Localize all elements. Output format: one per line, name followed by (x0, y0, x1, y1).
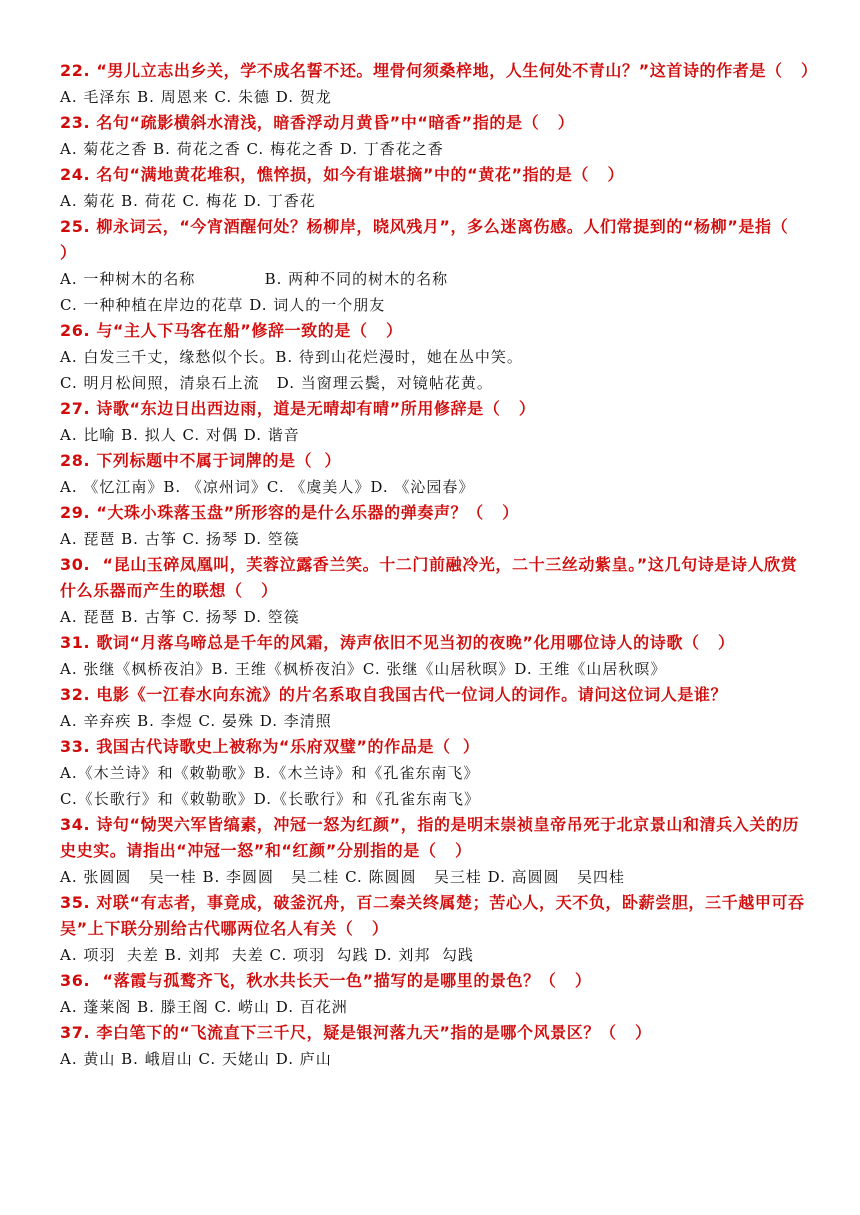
question-text: 28. 下列标题中不属于词牌的是（ ） (60, 451, 342, 470)
question-text: 36. “落霞与孤鹜齐飞，秋水共长天一色”描写的是哪里的景色？（ ） (60, 971, 592, 990)
answer-options-line: A. 蓬莱阁 B. 滕王阁 C. 崂山 D. 百花洲 (60, 998, 348, 1016)
question-text: 31. 歌词“月落乌啼总是千年的风霜，涛声依旧不见当初的夜晚”化用哪位诗人的诗歌（ ） (60, 633, 735, 652)
question-text: 25. 柳永词云，“今宵酒醒何处？杨柳岸，晓风残月”，多么迷离伤感。人们常提到的“杨柳”是指（ ） (60, 217, 807, 262)
answer-options-line: A. 琵琶 B. 古筝 C. 扬琴 D. 箜篌 (60, 608, 300, 626)
answer-options-line: C. 一种种植在岸边的花草 D. 词人的一个朋友 (60, 296, 386, 314)
answer-options-line: A. 项羽 夫差 B. 刘邦 夫差 C. 项羽 勾践 D. 刘邦 勾践 (60, 946, 474, 964)
answer-options-line: A. 白发三千丈，缘愁似个长。B. 待到山花烂漫时，她在丛中笑。 (60, 348, 523, 366)
question-text: 27. 诗歌“东边日出西边雨，道是无晴却有晴”所用修辞是（ ） (60, 399, 536, 418)
answer-options-line: A. 菊花 B. 荷花 C. 梅花 D. 丁香花 (60, 192, 316, 210)
question-text: 23. 名句“疏影横斜水清浅，暗香浮动月黄昏”中“暗香”指的是（ ） (60, 113, 575, 132)
answer-options-line: A. 张继《枫桥夜泊》B. 王维《枫桥夜泊》C. 张继《山居秋暝》D. 王维《山居秋暝》 (60, 660, 667, 678)
answer-options-line: A. 毛泽东 B. 周恩来 C. 朱德 D. 贺龙 (60, 88, 332, 106)
answer-options-line: A. 张圆圆 吴一桂 B. 李圆圆 吴二桂 C. 陈圆圆 吴三桂 D. 高圆圆 吴四桂 (60, 868, 625, 886)
answer-options-line: A. 琵琶 B. 古筝 C. 扬琴 D. 箜篌 (60, 530, 300, 548)
question-text: 26. 与“主人下马客在船”修辞一致的是（ ） (60, 321, 403, 340)
question-text: 24. 名句“满地黄花堆积，憔悴损，如今有谁堪摘”中的“黄花”指的是（ ） (60, 165, 625, 184)
answer-options-line: A. 菊花之香 B. 荷花之香 C. 梅花之香 D. 丁香花之香 (60, 140, 444, 158)
answer-options-line: C.《长歌行》和《敕勒歌》D.《长歌行》和《孔雀东南飞》 (60, 790, 480, 808)
question-text: 33. 我国古代诗歌史上被称为“乐府双璧”的作品是（ ） (60, 737, 480, 756)
answer-options-line: C. 明月松间照，清泉石上流 D. 当窗理云鬓，对镜帖花黄。 (60, 374, 493, 392)
answer-options-line: A. 《忆江南》B. 《凉州词》C. 《虞美人》D. 《沁园春》 (60, 478, 475, 496)
question-text: 32. 电影《一江春水向东流》的片名系取自我国古代一位词人的词作。请问这位词人是谁？ (60, 685, 728, 704)
answer-options-line: A. 辛弃疾 B. 李煜 C. 晏殊 D. 李清照 (60, 712, 332, 730)
question-text: 22. “男儿立志出乡关，学不成名誓不还。埋骨何须桑梓地，人生何处不青山？”这首诗的作者是（ ） (60, 61, 818, 80)
answer-options-line: A.《木兰诗》和《敕勒歌》B.《木兰诗》和《孔雀东南飞》 (60, 764, 480, 782)
answer-options-line: A. 比喻 B. 拟人 C. 对偶 D. 谐音 (60, 426, 300, 444)
question-text: 37. 李白笔下的“飞流直下三千尺，疑是银河落九天”指的是哪个风景区？（ ） (60, 1023, 652, 1042)
question-text: 30. “昆山玉碎凤凰叫，芙蓉泣露香兰笑。十二门前融冷光，二十三丝动紫皇。”这几句诗是诗人欣赏什么乐器而产生的联想（ ） (60, 555, 798, 600)
question-text: 35. 对联“有志者，事竟成，破釜沉舟，百二秦关终属楚；苦心人，天不负，卧薪尝胆，三千越甲可吞吴”上下联分别给古代哪两位名人有关（ ） (60, 893, 805, 938)
answer-options-line: A. 一种树木的名称 B. 两种不同的树木的名称 (60, 270, 449, 288)
question-list (60, 58, 818, 1072)
question-text: 29. “大珠小珠落玉盘”所形容的是什么乐器的弹奏声？（ ） (60, 503, 519, 522)
question-text: 34. 诗句“恸哭六军皆缟素，冲冠一怒为红颜”，指的是明末崇祯皇帝吊死于北京景山和清兵入关的历史史实。请指出“冲冠一怒”和“红颜”分别指的是（ ） (60, 815, 800, 860)
answer-options-line: A. 黄山 B. 峨眉山 C. 天姥山 D. 庐山 (60, 1050, 332, 1068)
